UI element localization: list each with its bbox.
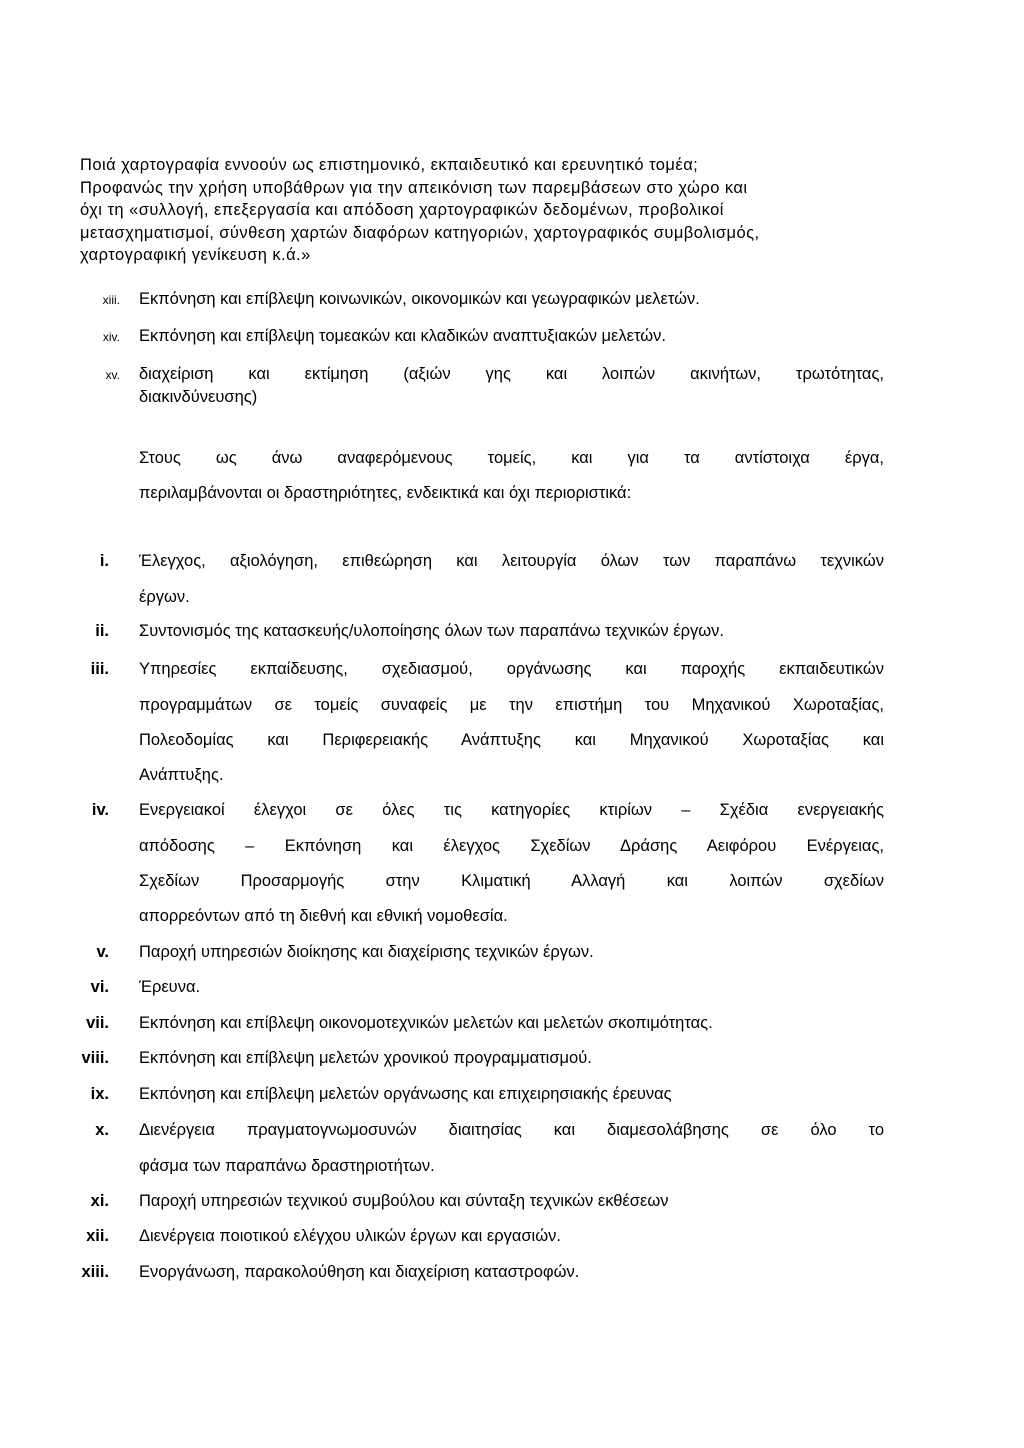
list-item-number: ii. (95, 622, 109, 640)
list-item-text: Υπηρεσίες εκπαίδευσης, σχεδιασμού, οργάνωσης και παροχής εκπαιδευτικών (139, 660, 884, 678)
list-item-text: Πολεοδομίας και Περιφερειακής Ανάπτυξης και Μηχανικού Χωροταξίας και (139, 731, 884, 749)
list-item-number: xii. (86, 1227, 109, 1245)
intro-line: Ποιά χαρτογραφία εννοούν ως επιστημονικό, εκπαιδευτικό και ερευνητικό τομέα; (80, 156, 699, 174)
intro-line: χαρτογραφική γενίκευση κ.ά.» (80, 246, 311, 264)
list-item-number: v. (96, 943, 109, 961)
list-item-number: xv. (105, 368, 120, 382)
list-item-text: διακινδύνευσης) (139, 388, 258, 406)
list-item-text: απορρεόντων από τη διεθνή και εθνική νομοθεσία. (139, 907, 508, 925)
list-item-text: Ενεργειακοί έλεγχοι σε όλες τις κατηγορίες κτιρίων – Σχέδια ενεργειακής (139, 801, 884, 819)
intro-paragraph (80, 154, 900, 267)
list-item-text: Διενέργεια ποιοτικού ελέγχου υλικών έργων και εργασιών. (139, 1227, 561, 1245)
list-item-number: i. (99, 552, 109, 570)
list-item-text: Συντονισμός της κατασκευής/υλοποίησης όλων των παραπάνω τεχνικών έργων. (139, 622, 724, 640)
list-item-text: Σχεδίων Προσαρμογής στην Κλιματική Αλλαγή και λοιπών σχεδίων (139, 872, 884, 890)
paragraph-line: Στους ως άνω αναφερόμενους τομείς, και για τα αντίστοιχα έργα, (139, 449, 884, 467)
list-item-number: xi. (90, 1192, 109, 1210)
list-item-text: Εκπόνηση και επίβλεψη μελετών οργάνωσης και επιχειρησιακής έρευνας (139, 1085, 672, 1103)
list-item-text: φάσμα των παραπάνω δραστηριοτήτων. (139, 1157, 435, 1175)
list-item-text: προγραμμάτων σε τομείς συναφείς με την επιστήμη του Μηχανικού Χωροταξίας, (139, 696, 884, 714)
list-item-text: Διενέργεια πραγματογνωμοσυνών διαιτησίας και διαμεσολάβησης σε όλο το (139, 1121, 884, 1139)
list-item-number: iv. (91, 801, 109, 819)
list-item-text: Εκπόνηση και επίβλεψη κοινωνικών, οικονομικών και γεωγραφικών μελετών. (139, 290, 700, 308)
intro-line: όχι τη «συλλογή, επεξεργασία και απόδοση χαρτογραφικών δεδομένων, προβολικοί (80, 201, 724, 219)
list-item-text: Παροχή υπηρεσιών διοίκησης και διαχείρισης τεχνικών έργων. (139, 943, 594, 961)
list-item-text: Εκπόνηση και επίβλεψη τομεακών και κλαδικών αναπτυξιακών μελετών. (139, 327, 667, 345)
list-item-text: διαχείριση και εκτίμηση (αξιών γης και λοιπών ακινήτων, τρωτότητας, (139, 365, 884, 383)
intro-line: Προφανώς την χρήση υποβάθρων για την απεικόνιση των παρεμβάσεων στο χώρο και (80, 178, 748, 197)
list-item-number: vi. (90, 978, 109, 996)
list-item-number: iii. (90, 660, 109, 678)
list-item-text: απόδοσης – Εκπόνηση και έλεγχος Σχεδίων Δράσης Αειφόρου Ενέργειας, (139, 837, 884, 855)
list-item-number: viii. (81, 1049, 109, 1067)
list-item-number: x. (95, 1121, 109, 1139)
list-item-text: Ενοργάνωση, παρακολούθηση και διαχείριση καταστροφών. (139, 1263, 580, 1281)
list-item-text: Έλεγχος, αξιολόγηση, επιθεώρηση και λειτουργία όλων των παραπάνω τεχνικών (139, 552, 884, 570)
list-item-number: vii. (86, 1014, 109, 1032)
list-item-text: Παροχή υπηρεσιών τεχνικού συμβούλου και σύνταξη τεχνικών εκθέσεων (139, 1192, 669, 1210)
intro-line: μετασχηματισμοί, σύνθεση χαρτών διαφόρων κατηγοριών, χαρτογραφικός συμβολισμός, (80, 223, 760, 242)
list-item-text: Εκπόνηση και επίβλεψη οικονομοτεχνικών μελετών και μελετών σκοπιμότητας. (139, 1014, 713, 1032)
list-item-number: ix. (90, 1085, 109, 1103)
paragraph-line: περιλαμβάνονται οι δραστηριότητες, ενδεικτικά και όχι περιοριστικά: (139, 484, 632, 502)
list-item-text: Ανάπτυξης. (139, 766, 224, 784)
list-item-number: xiv. (102, 330, 120, 344)
list-item-number: xiii. (102, 293, 120, 307)
list-item-text: Έρευνα. (139, 978, 201, 996)
list-item-number: xiii. (81, 1263, 109, 1281)
list-item-text: έργων. (139, 588, 190, 606)
list-item-text: Εκπόνηση και επίβλεψη μελετών χρονικού προγραμματισμού. (139, 1049, 592, 1067)
